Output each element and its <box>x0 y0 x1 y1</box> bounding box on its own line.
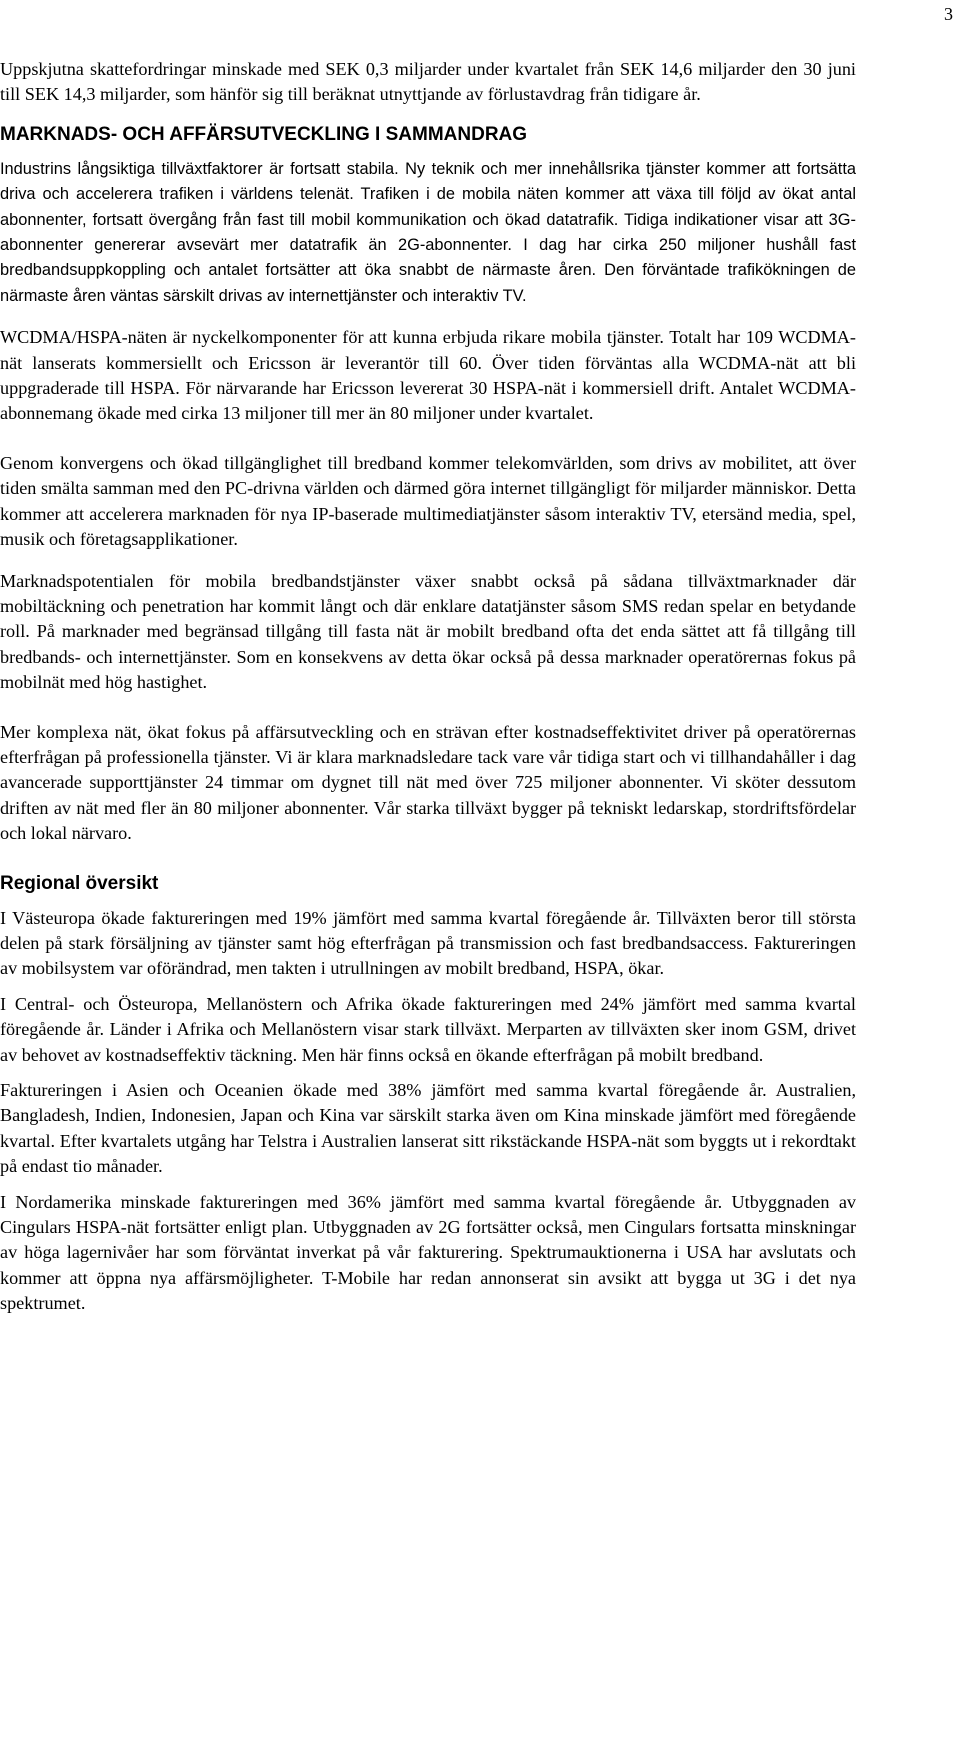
market-paragraph-3: Genom konvergens och ökad tillgänglighet till bredband kommer telekomvärlden, som drivs av mobilitet, att över tiden smälta samman med den PC-drivna världen och därmed göra internet tillgängligt för miljarder människor. Detta kommer att accelerera marknaden för nya IP-baserade multimediatjänster såsom interaktiv TV, etersänd media, spel, musik och företagsapplikationer. <box>0 452 856 550</box>
market-paragraph-4: Marknadspotentialen för mobila bredbandstjänster växer snabbt också på sådana tillväxtmarknader där mobiltäckning och penetration har kommit långt och där enklare datatjänster såsom SMS redan spelar en betydande roll. På marknader med begränsad tillgång till fasta nät är mobilt bredband ofta det enda sättet att få tillgång till bredbands- och internettjänster. Som en konsekvens av detta ökar också på dessa marknader operatörernas fokus på mobilnät med hög hastighet. <box>0 570 856 693</box>
market-paragraph-2: WCDMA/HSPA-näten är nyckelkomponenter för att kunna erbjuda rikare mobila tjänster. Totalt har 109 WCDMA-nät lanserats kommersiellt och Ericsson är leverantör till 60. Över tiden förväntas alla WCDMA-nät att bli uppgraderade till HSPA. För närvarande har Ericsson levererat 30 HSPA-nät i kommersiell drift. Antalet WCDMA-abonnemang ökade med cirka 13 miljoner till mer än 80 miljoner under kvartalet. <box>0 327 856 424</box>
regional-paragraph-western-europe: I Västeuropa ökade faktureringen med 19% jämfört med samma kvartal föregående år. Tillväxten beror till största delen på stark försäljning av tjänster samt hög efterfrågan på transmission och fast bredbandsaccess. Faktureringen av mobilsystem var oförändrad, men takten i utrullningen av mobilt bredband, HSPA, ökar. <box>0 907 856 979</box>
heading-market-summary: MARKNADS- OCH AFFÄRSUTVECKLING I SAMMANDRAG <box>0 123 528 145</box>
heading-regional-overview: Regional översikt <box>0 872 159 894</box>
regional-paragraph-north-america: I Nordamerika minskade faktureringen med 36% jämfört med samma kvartal föregående år. Utbyggnaden av Cingulars HSPA-nät fortsätter enligt plan. Utbyggnaden av 2G fortsätter också, men Cingulars fortsatta minskningar av höga lagernivåer har som förväntat inverkat på vår fakturering. Spektrumauktionerna i USA har avslutats och kommer att öppna nya affärsmöjligheter. T-Mobile har redan annonserat sin avsikt att bygga ut 3G i det nya spektrumet. <box>0 1191 856 1314</box>
market-paragraph-5: Mer komplexa nät, ökat fokus på affärsutveckling och en strävan efter kostnadseffektivitet driver på operatörernas efterfrågan på professionella tjänster. Vi är klara marknadsledare tack vare vår tidiga start och vi tillhandahåller i dag avancerade supporttjänster 24 timmar om dygnet till nät med över 725 miljoner abonnenter. Vi sköter dessutom driften av nät med fler än 80 miljoner abonnenter. Vår starka tillväxt bygger på tekniskt ledarskap, stordriftsfördelar och lokal närvaro. <box>0 721 856 844</box>
regional-paragraph-asia-oceania: Faktureringen i Asien och Oceanien ökade med 38% jämfört med samma kvartal föregående år. Australien, Bangladesh, Indien, Indonesien, Japan och Kina var särskilt starka även om Kina minskade jämfört med föregående kvartal. Efter kvartalets utgång har Telstra i Australien lanserat sitt rikstäckande HSPA-nät som byggts ut i rekordtakt på endast tio månader. <box>0 1080 856 1177</box>
market-paragraph-1: Industrins långsiktiga tillväxtfaktorer är fortsatt stabila. Ny teknik och mer innehållsrika tjänster kommer att fortsätta driva och accelerera trafiken i världens telenät. Trafiken i de mobila näten kommer att växa till följd av ökat antal abonnenter, fortsatt övergång från fast till mobil kommunikation och ökad datatrafik. Tidiga indikationer visar att 3G-abonnenter genererar avsevärt mer datatrafik än 2G-abonnenter. I dag har cirka 250 miljoner hushåll fast bredbandsuppkoppling och antalet fortsätter att öka snabbt de närmaste åren. Den förväntade trafikökningen de närmaste åren väntas särskilt drivas av internettjänster och interaktiv TV. <box>0 159 856 305</box>
page-number: 3 <box>944 4 953 24</box>
regional-paragraph-ceemea: I Central- och Östeuropa, Mellanöstern och Afrika ökade faktureringen med 24% jämfört med samma kvartal föregående år. Länder i Afrika och Mellanöstern visar stark tillväxt. Merparten av tillväxten sker inom GSM, drivet av behovet av kostnadseffektiv täckning. Men här finns också en ökande efterfrågan på mobilt bredband. <box>0 993 856 1065</box>
document-body <box>0 57 856 1317</box>
intro-paragraph: Uppskjutna skattefordringar minskade med SEK 0,3 miljarder under kvartalet från SEK 14,6 miljarder den 30 juni till SEK 14,3 miljarder, som hänför sig till beräknat utnyttjande av förlustavdrag från tidigare år. <box>0 59 856 105</box>
